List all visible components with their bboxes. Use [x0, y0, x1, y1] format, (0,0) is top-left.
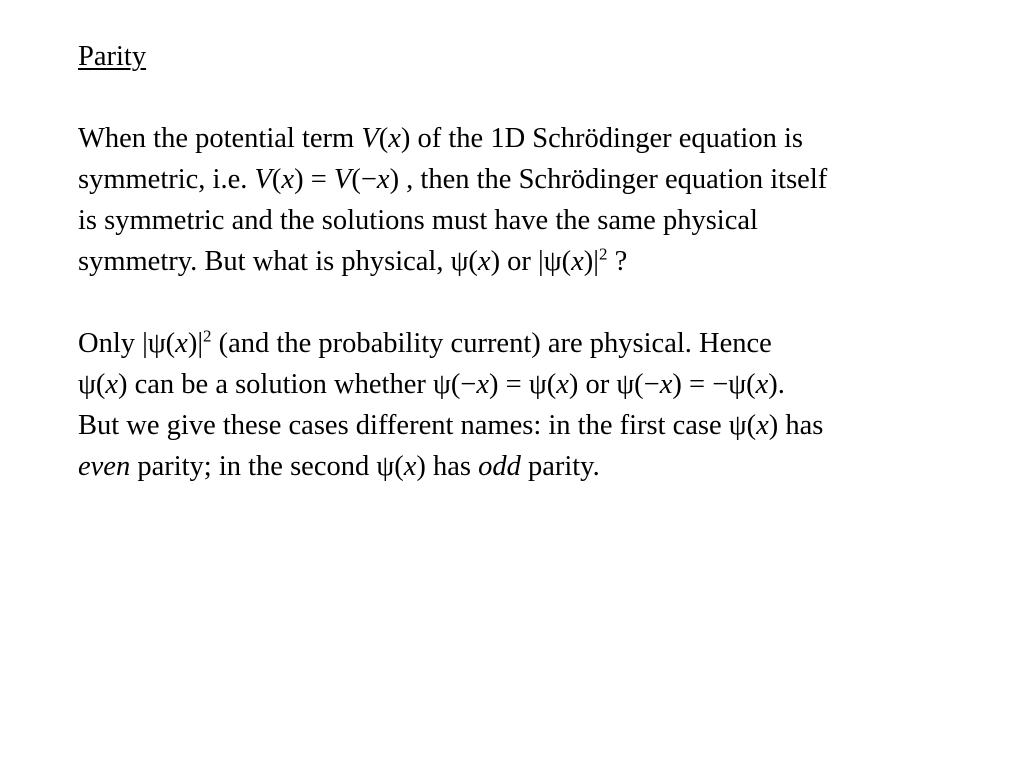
- text-run: (and the probability current) are physical. Hence: [211, 328, 772, 359]
- text-line: [78, 200, 1008, 241]
- text-run: ) = ψ(: [489, 369, 557, 400]
- text-line: [78, 241, 1008, 282]
- text-run: ) = −ψ(: [672, 369, 756, 400]
- text-run: parity; in the second ψ(: [130, 451, 404, 482]
- text-run: ?: [607, 246, 628, 277]
- text-line: [78, 323, 1008, 364]
- math-variable: V: [361, 123, 379, 154]
- text-run: parity.: [520, 451, 600, 482]
- math-variable: x: [477, 246, 491, 277]
- math-variable: x: [403, 451, 417, 482]
- math-variable: x: [388, 123, 401, 154]
- math-variable: x: [105, 369, 118, 400]
- paragraph-parity: [78, 323, 1008, 487]
- math-variable: V: [333, 164, 352, 195]
- text-run: But we give these cases different names: in the first case ψ(: [78, 410, 757, 441]
- emphasis-odd: odd: [478, 451, 521, 482]
- text-run: ) has: [416, 451, 479, 482]
- text-run: When the potential term: [78, 123, 362, 154]
- text-run: ) has: [768, 410, 824, 441]
- text-run: ) of the 1D Schrödinger equation is: [400, 123, 803, 154]
- superscript: 2: [203, 326, 212, 346]
- math-variable: x: [175, 328, 188, 359]
- slide-title: Parity: [78, 41, 147, 72]
- text-run: ) or |ψ(: [490, 246, 572, 277]
- math-variable: x: [659, 369, 673, 400]
- math-variable: x: [556, 369, 569, 400]
- text-run: ) can be a solution whether ψ(−: [118, 369, 477, 400]
- text-run: is symmetric and the solutions must have the same physical: [78, 205, 758, 236]
- math-variable: x: [376, 164, 390, 195]
- text-run: symmetric, i.e.: [78, 164, 255, 195]
- math-variable: x: [571, 246, 584, 277]
- text-line: [78, 405, 1008, 446]
- superscript: 2: [598, 244, 608, 264]
- text-run: Only |ψ(: [78, 328, 176, 359]
- text-line: [78, 159, 1008, 200]
- math-variable: x: [755, 369, 769, 400]
- text-run: ψ(: [78, 369, 106, 400]
- text-line: [78, 118, 1008, 159]
- text-run: symmetry. But what is physical, ψ(: [78, 246, 478, 277]
- text-run: ) =: [294, 164, 334, 195]
- math-variable: x: [756, 410, 769, 441]
- text-run: ) or ψ(−: [568, 369, 660, 400]
- text-run: ).: [768, 369, 785, 400]
- math-variable: x: [281, 164, 295, 195]
- text-run: (: [271, 164, 282, 195]
- text-run: )|: [583, 246, 599, 277]
- text-run: (: [378, 123, 389, 154]
- text-run: (−: [351, 164, 377, 195]
- text-run: ) , then the Schrödinger equation itself: [389, 164, 828, 195]
- emphasis-even: even: [78, 451, 131, 482]
- math-variable: V: [254, 164, 272, 195]
- paragraph-symmetry: [78, 118, 1008, 282]
- text-line: [78, 364, 1008, 405]
- math-variable: x: [476, 369, 490, 400]
- text-line: [78, 446, 1008, 487]
- text-run: )|: [187, 328, 204, 359]
